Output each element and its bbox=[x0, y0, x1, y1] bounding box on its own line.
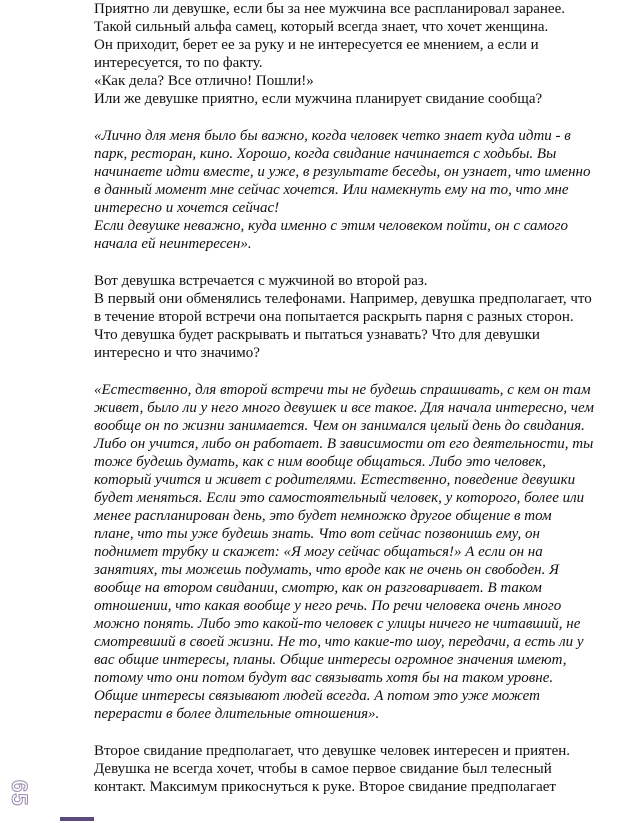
text-line: Или же девушке приятно, если мужчина планирует свидание сообща? bbox=[94, 91, 543, 107]
text-line: Приятно ли девушке, если бы за нее мужчина все распланировал заранее. bbox=[94, 1, 565, 17]
text-line: вообще на втором свидании, смотрю, как он разговаривает. В таком bbox=[94, 580, 542, 596]
text-line: Второе свидание предполагает, что девушке человек интересен и приятен. bbox=[94, 743, 571, 759]
text-line: Если девушке неважно, куда именно с этим человеком пойти, он с самого bbox=[94, 218, 568, 234]
text-line: тоже будешь думать, как с ним вообще общаться. Либо это человек, bbox=[94, 454, 546, 470]
text-line: потому что они потом будут вас связывать хотя бы на таком уровне. bbox=[94, 670, 554, 686]
text-line: начинаете идти вместе, и уже, в результате беседы, он узнает, что именно bbox=[94, 164, 591, 180]
text-line: интересуется, то по факту. bbox=[94, 55, 263, 71]
text-line: в данный момент мне сейчас хочется. Или намекнуть ему на то, что мне bbox=[94, 182, 569, 198]
text-line: Вот девушка встречается с мужчиной во второй раз. bbox=[94, 273, 428, 289]
text-line: В первый они обменялись телефонами. Например, девушка предполагает, что bbox=[94, 291, 592, 307]
text-line: отношении, что какая вообще у него речь. По речи человека очень много bbox=[94, 598, 562, 614]
text-line: интересно и что значимо? bbox=[94, 345, 260, 361]
text-line: менее распланирован день, это будет немножко другое общение в том bbox=[94, 508, 552, 524]
text-line: смотревший в своей жизни. Не то, что какие-то шоу, передачи, а есть ли у bbox=[94, 634, 584, 650]
text-line: будет меняться. Если это самостоятельный человек, у которого, более или bbox=[94, 490, 585, 506]
paragraph-intro bbox=[94, 0, 606, 108]
text-line: вообще он по жизни занимается. Чем он занимался целый день до свидания. bbox=[94, 418, 585, 434]
text-line: парк, ресторан, кино. Хорошо, когда свидание начинается с ходьбы. Вы bbox=[94, 146, 557, 162]
text-line: живет, было ли у него много девушек и все такое. Для начала интересно, чем bbox=[94, 400, 594, 416]
text-line: в течение второй встречи она попытается раскрыть парня с разных сторон. bbox=[94, 309, 574, 325]
text-line: «Как дела? Все отлично! Пошли!» bbox=[94, 73, 314, 89]
text-line: перерасти в более длительные отношения». bbox=[94, 706, 380, 722]
footer-accent-bar bbox=[60, 817, 94, 821]
text-line: Что девушка будет раскрывать и пытаться узнавать? Что для девушки bbox=[94, 327, 540, 343]
text-line: поднимет трубку и скажет: «Я могу сейчас общаться!» А если он на bbox=[94, 544, 543, 560]
text-line: Либо он учится, либо он работает. В зависимости от его деятельности, ты bbox=[94, 436, 594, 452]
text-line: контакт. Максимум прикоснуться к руке. Второе свидание предполагает bbox=[94, 779, 556, 795]
text-line: плане, что ты уже будешь знать. Что вот сейчас позвонишь ему, он bbox=[94, 526, 541, 542]
text-line: интересно и хочется сейчас! bbox=[94, 200, 280, 216]
paragraph-second-meeting bbox=[94, 272, 606, 362]
text-line: начала ей неинтересен». bbox=[94, 236, 252, 252]
text-line: можно понять. Либо это какой-то человек с улицы ничего не читавший, не bbox=[94, 616, 581, 632]
quote-first-date bbox=[94, 127, 606, 253]
text-line: занятиях, ты можешь подумать, что вроде как не очень он свободен. Я bbox=[94, 562, 559, 578]
page-number: 65 bbox=[7, 780, 32, 807]
text-line: Девушка не всегда хочет, чтобы в самое первое свидание был телесный bbox=[94, 761, 552, 777]
text-line: который учится и живет с родителями. Естественно, поведение девушки bbox=[94, 472, 576, 488]
text-line: Общие интересы связывают людей всегда. А потом это уже может bbox=[94, 688, 540, 704]
text-line: Такой сильный альфа самец, который всегда знает, что хочет женщина. bbox=[94, 19, 549, 35]
quote-second-meeting bbox=[94, 381, 606, 723]
text-line: «Лично для меня было бы важно, когда человек четко знает куда идти - в bbox=[94, 128, 571, 144]
paragraph-second-date bbox=[94, 742, 606, 796]
text-line: «Естественно, для второй встречи ты не будешь спрашивать, с кем он там bbox=[94, 382, 591, 398]
text-line: вас общие интересы, планы. Общие интересы огромное значения имеют, bbox=[94, 652, 567, 668]
text-line: Он приходит, берет ее за руку и не интересуется ее мнением, а если и bbox=[94, 37, 539, 53]
